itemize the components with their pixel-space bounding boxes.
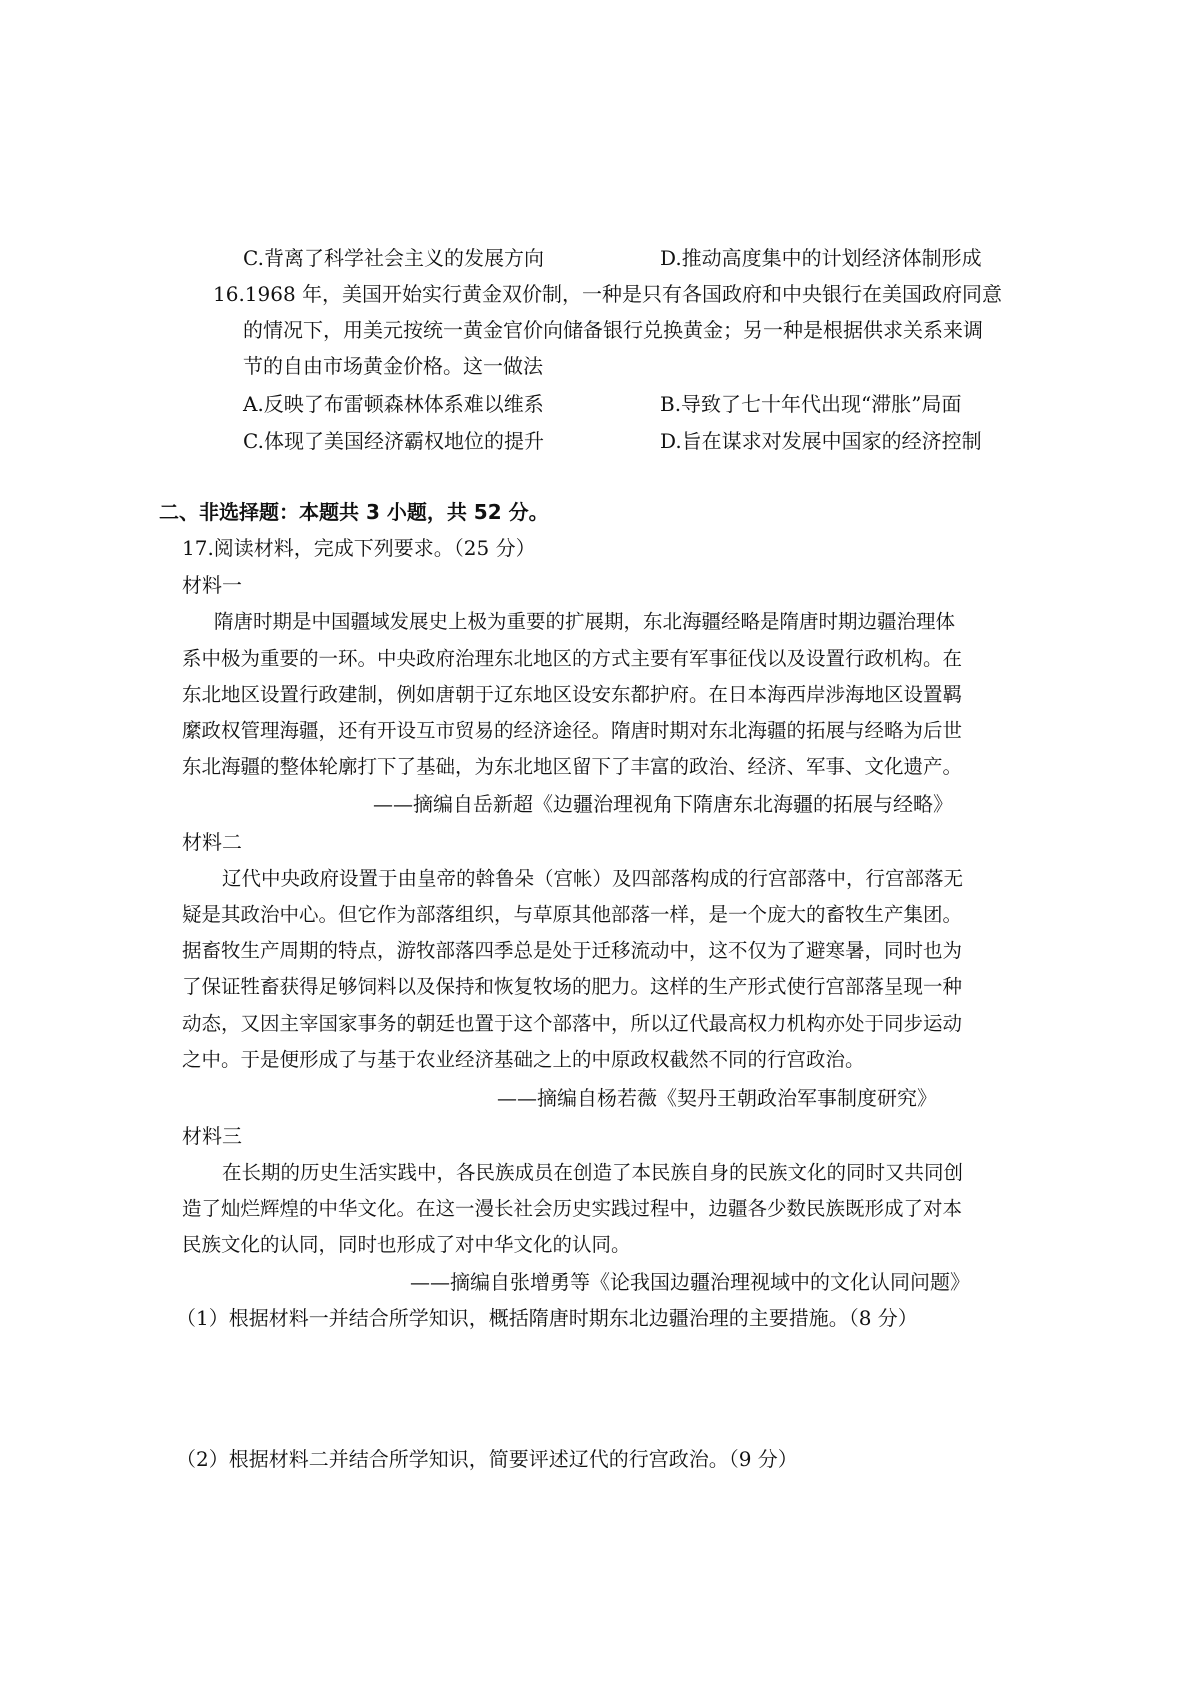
- q16-option-c: C.体现了美国经济霸权地位的提升: [243, 429, 544, 453]
- material2-line-2: 疑是其政治中心。但它作为部落组织，与草原其他部落一样，是一个庞大的畜牧生产集团。: [182, 903, 963, 926]
- q17-subquestion-2: （2）根据材料二并结合所学知识，简要评述辽代的行宫政治。（9 分）: [176, 1447, 798, 1471]
- q16-stem-line-2: 的情况下，用美元按统一黄金官价向储备银行兑换黄金；另一种是根据供求关系来调: [243, 318, 983, 342]
- material3-line-1: 在长期的历史生活实践中，各民族成员在创造了本民族自身的民族文化的同时又共同创: [222, 1161, 964, 1184]
- section-heading: 二、非选择题：本题共 3 小题，共 52 分。: [159, 500, 549, 524]
- material2-source: ——摘编自杨若薇《契丹王朝政治军事制度研究》: [497, 1086, 937, 1110]
- material1-label: 材料一: [182, 573, 242, 597]
- material3-line-3: 民族文化的认同，同时也形成了对中华文化的认同。: [182, 1233, 631, 1256]
- q16-option-a: A.反映了布雷顿森林体系难以维系: [243, 392, 544, 416]
- material1-source: ——摘编自岳新超《边疆治理视角下隋唐东北海疆的拓展与经略》: [373, 792, 953, 816]
- q16-stem-line-1: 16.1968 年，美国开始实行黄金双价制，一种是只有各国政府和中央银行在美国政府同意: [213, 282, 1003, 306]
- material1-line-3: 东北地区设置行政建制，例如唐朝于辽东地区设安东都护府。在日本海西岸涉海地区设置羁: [182, 683, 963, 706]
- q16-option-d: D.旨在谋求对发展中国家的经济控制: [660, 429, 982, 453]
- material2-line-6: 之中。于是便形成了与基于农业经济基础之上的中原政权截然不同的行宫政治。: [182, 1048, 865, 1071]
- q17-subquestion-1: （1）根据材料一并结合所学知识，概括隋唐时期东北边疆治理的主要措施。（8 分）: [176, 1306, 918, 1330]
- q15-option-d: D.推动高度集中的计划经济体制形成: [660, 246, 982, 270]
- material2-line-1: 辽代中央政府设置于由皇帝的斡鲁朵（宫帐）及四部落构成的行宫部落中，行宫部落无: [222, 867, 964, 890]
- material1-line-1: 隋唐时期是中国疆域发展史上极为重要的扩展期，东北海疆经略是隋唐时期边疆治理体: [214, 610, 956, 633]
- material2-line-5: 动态，又因主宰国家事务的朝廷也置于这个部落中，所以辽代最高权力机构亦处于同步运动: [182, 1012, 963, 1035]
- material3-label: 材料三: [182, 1124, 242, 1148]
- q16-option-b: B.导致了七十年代出现“滞胀”局面: [660, 392, 962, 416]
- material1-line-4: 縻政权管理海疆，还有开设互市贸易的经济途径。隋唐时期对东北海疆的拓展与经略为后世: [182, 719, 963, 742]
- material2-line-3: 据畜牧生产周期的特点，游牧部落四季总是处于迁移流动中，这不仅为了避寒暑，同时也为: [182, 939, 963, 962]
- q15-option-c: C.背离了科学社会主义的发展方向: [243, 246, 544, 270]
- material1-line-5: 东北海疆的整体轮廓打下了基础，为东北地区留下了丰富的政治、经济、军事、文化遗产。: [182, 755, 963, 778]
- q16-stem-line-3: 节的自由市场黄金价格。这一做法: [243, 354, 543, 378]
- material2-label: 材料二: [182, 830, 242, 854]
- material1-line-2: 系中极为重要的一环。中央政府治理东北地区的方式主要有军事征伐以及设置行政机构。在: [182, 647, 963, 670]
- material2-line-4: 了保证牲畜获得足够饲料以及保持和恢复牧场的肥力。这样的生产形式使行宫部落呈现一种: [182, 975, 963, 998]
- q17-stem: 17.阅读材料，完成下列要求。（25 分）: [182, 536, 536, 560]
- material3-line-2: 造了灿烂辉煌的中华文化。在这一漫长社会历史实践过程中，边疆各少数民族既形成了对本: [182, 1197, 963, 1220]
- material3-source: ——摘编自张增勇等《论我国边疆治理视域中的文化认同问题》: [410, 1270, 970, 1294]
